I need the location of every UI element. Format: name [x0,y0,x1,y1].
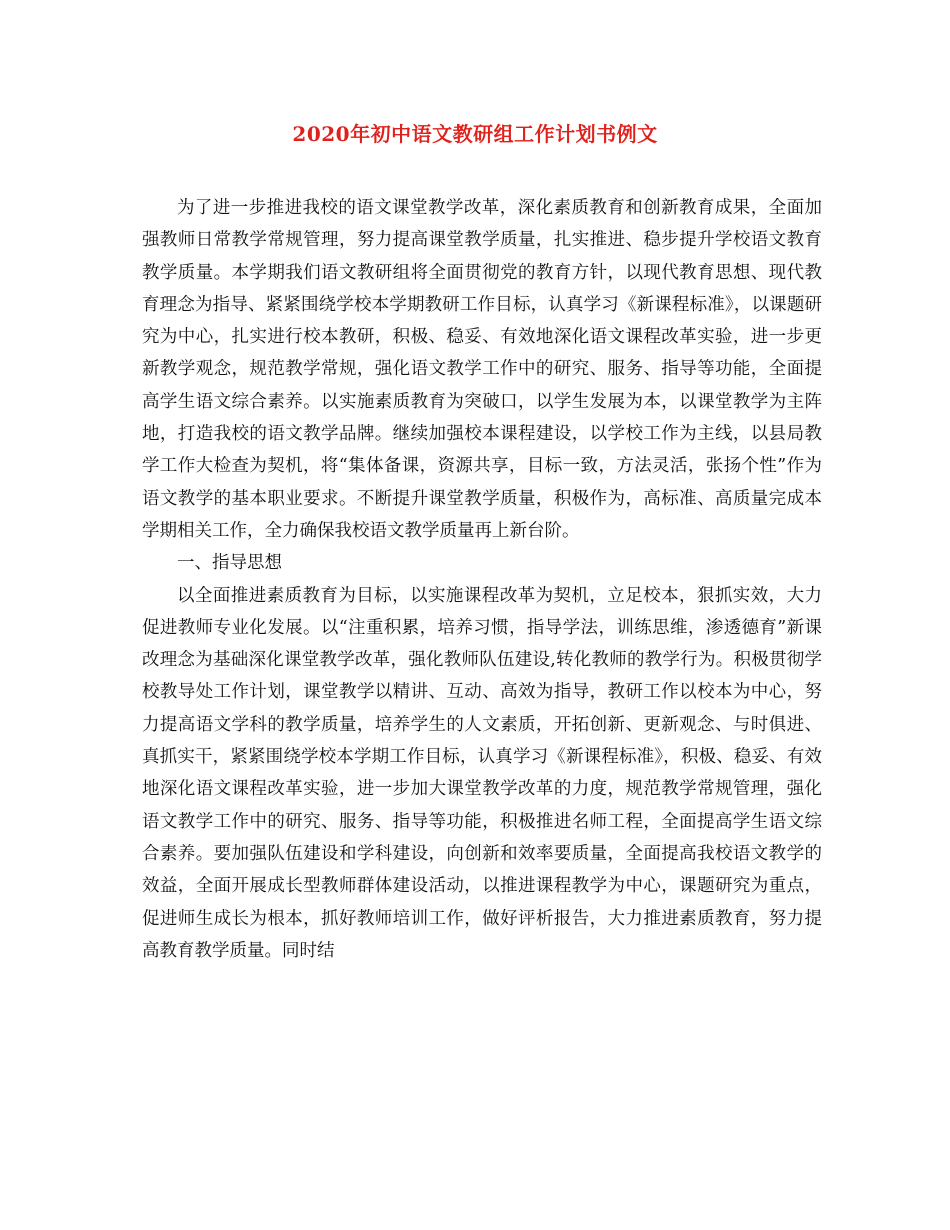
document-title: 2020年初中语文教研组工作计划书例文 [292,122,658,146]
intro-paragraph: 为了进一步推进我校的语文课堂教学改革，深化素质教育和创新教育成果，全面加强教师日常教学常规管理，努力提高课堂教学质量，扎实推进、稳步提升学校语文教育教学质量。本学期我们语文教研组将全面贯彻党的教育方针，以现代教育思想、现代教育理念为指导、紧紧围绕学校本学期教研工作目标，认真学习《新课程标准》，以课题研究为中心，扎实进行校本教研，积极、稳妥、有效地深化语文课程改革实验，进一步更新教学观念，规范教学常规，强化语文教学工作中的研究、服务、指导等功能，全面提高学生语文综合素养。以实施素质教育为突破口，以学生发展为本，以课堂教学为主阵地，打造我校的语文教学品牌。继续加强校本课程建设，以学校工作为主线，以县局教学工作大检查为契机，将“集体备课，资源共享，目标一致，方法灵活，张扬个性”作为语文教学的基本职业要求。不断提升课堂教学质量，积极作为，高标准、高质量完成本学期相关工作，全力确保我校语文教学质量再上新台阶。 [142,198,822,541]
document-body [142,192,822,967]
section-paragraph: 以全面推进素质教育为目标，以实施课程改革为契机，立足校本，狠抓实效，大力促进教师专业化发展。以“注重积累，培养习惯，指导学法，训练思维，渗透德育”新课改理念为基础深化课堂教学改革，强化教师队伍建设,转化教师的教学行为。积极贯彻学校教导处工作计划，课堂教学以精讲、互动、高效为指导，教研工作以校本为中心，努力提高语文学科的教学质量，培养学生的人文素质，开拓创新、更新观念、与时俱进、真抓实干，紧紧围绕学校本学期工作目标，认真学习《新课程标准》，积极、稳妥、有效地深化语文课程改革实验，进一步加大课堂教学改革的力度，规范教学常规管理，强化语文教学工作中的研究、服务、指导等功能，积极推进名师工程，全面提高学生语文综合素养。要加强队伍建设和学科建设，向创新和效率要质量，全面提高我校语文教学的效益，全面开展成长型教师群体建设活动，以推进课程教学为中心，课题研究为重点，促进师生成长为根本，抓好教师培训工作，做好评析报告，大力推进素质教育，努力提高教育教学质量。同时结 [142,585,822,961]
section-heading: 一、指导思想 [177,553,282,574]
